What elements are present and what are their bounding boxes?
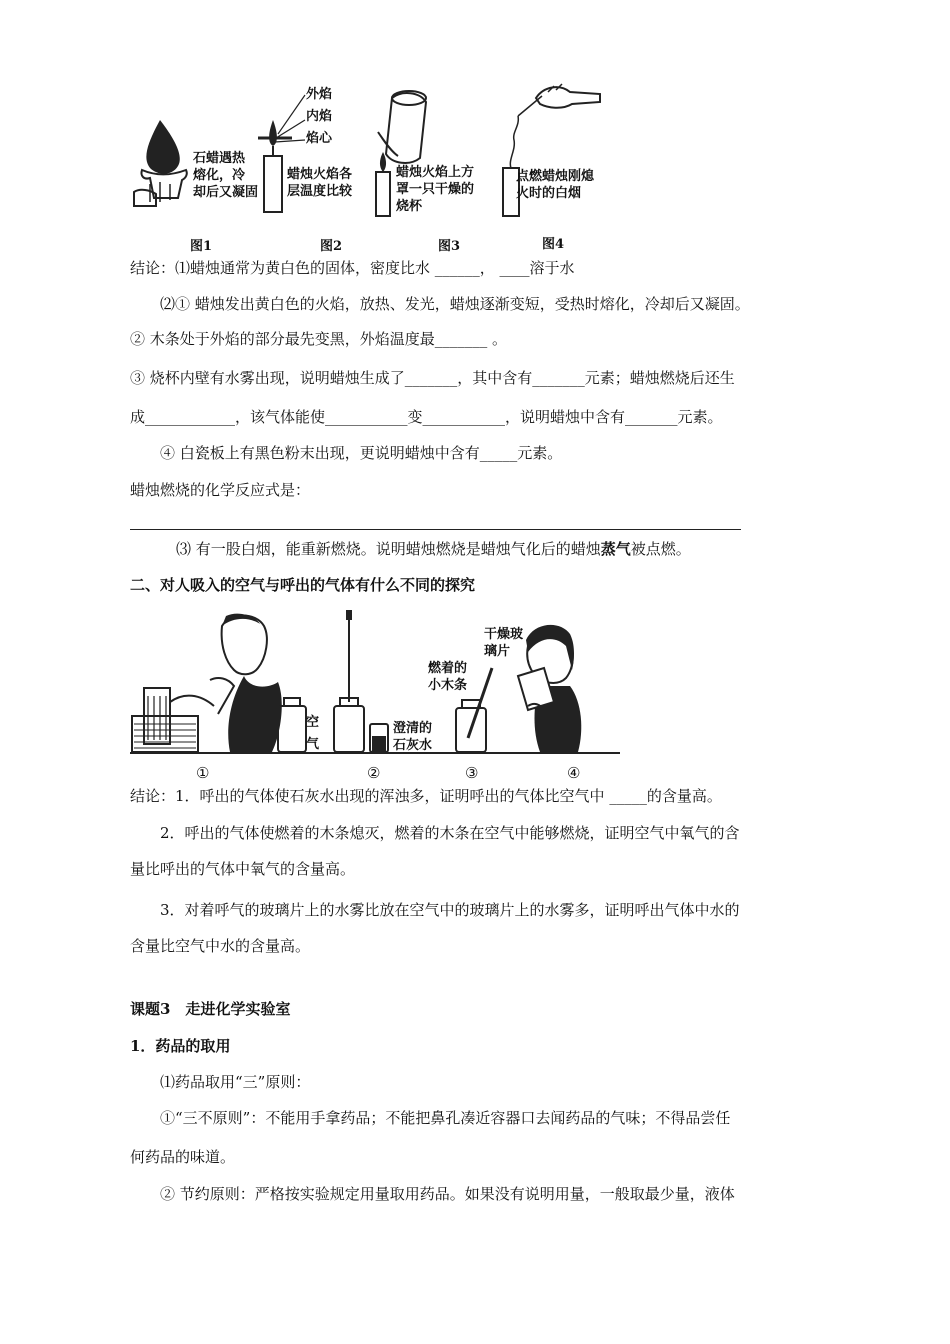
fig4-text-line: 火时的白烟 [516,186,582,201]
fig2-label-inner: 焰心 [306,131,333,146]
fig1-text-line: 石蜡遇热 [193,151,246,166]
fig4-caption: 图4 [542,237,565,252]
reaction-equation-prompt: 蜡烛燃烧的化学反应式是： [130,481,311,499]
conclusion-line-8 [176,539,691,559]
vapor-term: 蒸气 [600,540,631,558]
fig1-text-line: 却后又凝固 [193,185,259,200]
conclusion-line-4: ③ 烧杯内壁有水雾出现，说明蜡烛生成了_______，其中含有_______元素；蜡烛燃烧后还生 [130,369,735,387]
fig1-text [193,150,258,201]
fig3-text-line: 烧杯 [396,199,423,214]
fig2-label-middle: 内焰 [306,109,333,124]
fig1-text-line: 熔化，冷 [193,168,246,183]
breath-conclusion-3a: 3．对着呼气的玻璃片上的水雾比放在空气中的玻璃片上的水雾多，证明呼出气体中水的 [160,901,740,919]
lesson-3-title: 课题3 走进化学实验室 [130,1000,291,1018]
three-principles-line: ⑴药品取用“三”原则： [160,1073,311,1091]
conclusion-line-5: 成____________，该气体能使___________变___________，说明蜡烛中含有_______元素。 [130,408,723,426]
air-label [306,712,319,756]
drug-taking-heading: 1．药品的取用 [130,1037,231,1055]
saving-principle: ② 节约原则：严格按实验规定用量取用药品。如果没有说明用量，一般取最少量，液体 [160,1185,735,1203]
fig2-text-line: 蜡烛火焰各 [287,167,353,182]
burning-stick-label-line: 燃着的 [428,661,468,676]
burning-stick-label [428,660,467,694]
glass-slide-label [484,626,523,660]
fig3-text-line: 蜡烛火焰上方 [396,165,475,180]
fig2-text-line: 层温度比较 [287,184,353,199]
fig2-label-outer: 外焰 [306,87,333,102]
breath-conclusion-2b: 量比呼出的气体中氧气的含量高。 [130,860,356,878]
limewater-label-line: 澄清的 [393,721,433,736]
limewater-label [393,720,432,754]
burning-stick-label-line: 小木条 [428,678,468,693]
fig3-text [396,164,474,215]
breath-conclusion-1: 结论：1．呼出的气体使石灰水出现的浑浊多，证明呼出的气体比空气中 _____的含量高。 [130,787,722,805]
fig1-caption: 图1 [190,239,213,254]
conclusion-line-6: ④ 白瓷板上有黑色粉末出现，更说明蜡烛中含有_____元素。 [160,444,563,462]
breath-conclusion-3b: 含量比空气中水的含量高。 [130,937,311,955]
fig3-caption: 图3 [438,239,461,254]
air-label-char: 空 [306,715,320,730]
fig4-text [516,168,594,202]
fig3-text-line: 罩一只干燥的 [396,182,475,197]
breath-experiment-figures [130,606,620,762]
fig4-text-line: 点燃蜡烛刚熄 [516,169,595,184]
conclusion-line-3: ② 木条处于外焰的部分最先变黑，外焰温度最_______ 。 [130,330,508,348]
breath-conclusion-2a: 2．呼出的气体使燃着的木条熄灭，燃着的木条在空气中能够燃烧，证明空气中氧气的含 [160,824,740,842]
conclusion-line-2: ⑵① 蜡烛发出黄白色的火焰，放热、发光，蜡烛逐渐变短，受热时熔化，冷却后又凝固。 [160,295,750,313]
conclusion-line-8-text: ⑶ 有一股白烟，能重新燃烧。说明蜡烛燃烧是蜡烛气化后的蜡烛 [176,540,601,558]
fig-number-4: ④ [567,764,581,782]
three-no-principle-a: ①“三不原则”：不能用手拿药品；不能把鼻孔凑近容器口去闻药品的气味；不得品尝任 [160,1109,731,1127]
glass-slide-label-line: 干燥玻 [484,627,524,642]
fig-number-1: ① [196,764,210,782]
limewater-label-line: 石灰水 [393,738,433,753]
conclusion-line-8-tail: 被点燃。 [630,540,691,558]
three-no-principle-b: 何药品的味道。 [130,1148,236,1166]
fig2-text [287,166,352,200]
breath-experiment-drawing [130,606,620,762]
section-2-heading: 二、对人吸入的空气与呼出的气体有什么不同的探究 [130,576,476,594]
answer-line [130,529,741,530]
fig-number-2: ② [367,764,381,782]
conclusion-line-1: 结论：⑴蜡烛通常为黄白色的固体，密度比水 ______， ____溶于水 [130,259,575,277]
glass-slide-label-line: 璃片 [484,644,511,659]
air-label-char: 气 [306,737,320,752]
fig-number-3: ③ [465,764,479,782]
fig2-caption: 图2 [320,239,343,254]
